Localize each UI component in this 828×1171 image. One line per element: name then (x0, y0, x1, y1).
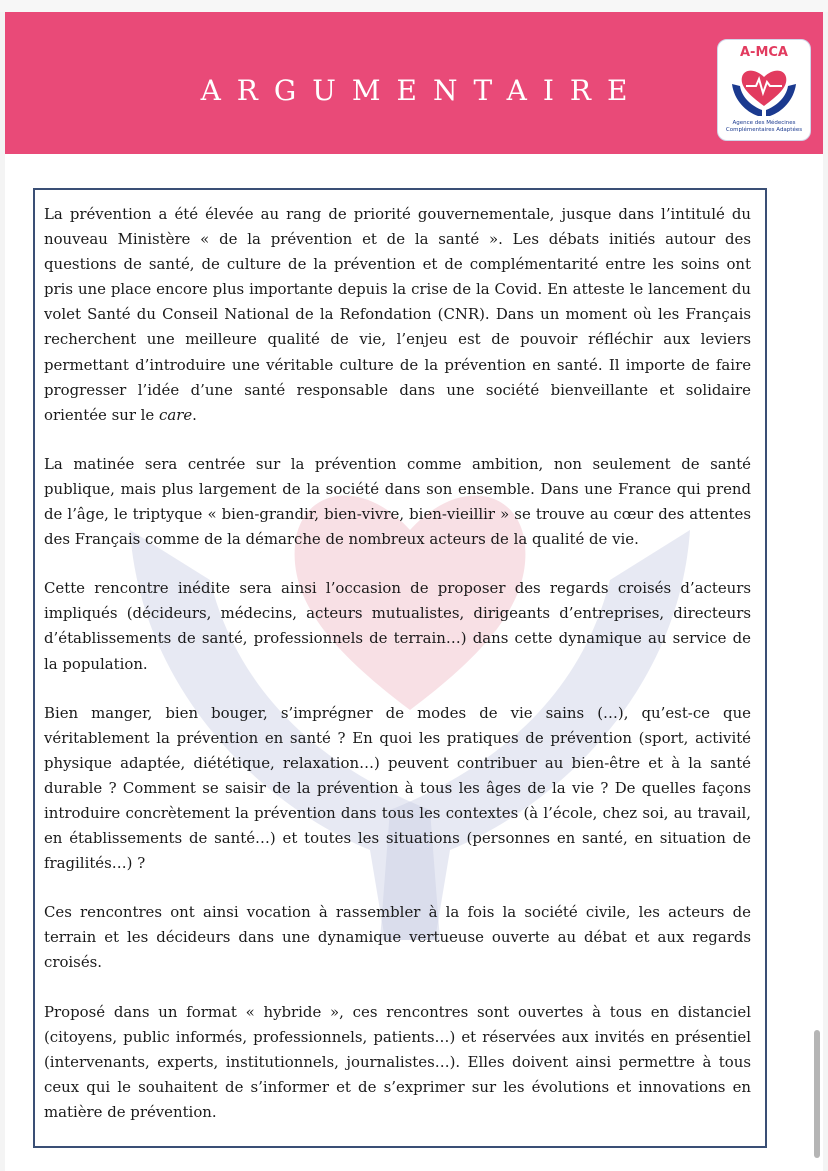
paragraph-1-end: . (192, 405, 197, 424)
logo-caption: Agence des Médecines Complémentaires Adaptées (725, 120, 803, 133)
heart-hands-icon (728, 62, 800, 120)
argument-text (44, 202, 751, 1149)
page-title: ARGUMENTAIRE (200, 74, 644, 107)
paragraph-5: Ces rencontres ont ainsi vocation à rassembler à la fois la société civile, les acteurs de terrain et les décideurs dans une dynamique vertueuse ouverte au débat et aux regards croisés. (44, 903, 751, 972)
paragraph-1-emphasis: care (158, 405, 193, 424)
paragraph-3: Cette rencontre inédite sera ainsi l’occasion de proposer des regards croisés d’acteurs impliqués (décideurs, médecins, acteurs mutualistes, dirigeants d’entreprises, directeurs d’établissements de santé, professionnels de terrain…) dans cette dynamique au service de la population. (44, 579, 751, 673)
paragraph-1 (44, 202, 751, 428)
top-strip (0, 0, 828, 12)
scrollbar-thumb[interactable] (814, 1030, 820, 1158)
amca-logo (717, 39, 811, 141)
paragraph-4: Bien manger, bien bouger, s’imprégner de modes de vie sains (…), qu’est-ce que véritablement la prévention en santé ? En quoi les pratiques de prévention (sport, activité physique adaptée, diététique, relaxation…) peuvent contribuer au bien-être et à la santé durable ? Comment se saisir de la prévention à tous les âges de la vie ? De quelles façons introduire concrètement la prévention dans tous les contextes (à l’école, chez soi, au travail, en établissements de santé…) et toutes les situations (personnes en santé, en situation de fragilités…) ? (44, 703, 751, 873)
logo-name: A-MCA (740, 45, 788, 60)
paragraph-2: La matinée sera centrée sur la prévention comme ambition, non seulement de santé publique, mais plus largement de la société dans son ensemble. Dans une France qui prend de l’âge, le triptyque « bien-grandir, bien-vivre, bien-vieillir » se trouve au cœur des attentes des Français comme de la démarche de nombreux acteurs de la qualité de vie. (44, 454, 751, 549)
paragraph-1-text: La prévention a été élevée au rang de priorité gouvernementale, jusque dans l’intitulé du nouveau Ministère « de la prévention et de la santé ». Les débats initiés autour des questions de santé, de culture de la prévention et de complémentarité entre les soins ont pris une place encore plus importante depuis la crise de la Covid. En atteste le lancement du volet Santé du Conseil National de la Refondation (CNR). Dans un moment où les Français recherchent une meilleure qualité de vie, l’enjeu est de pouvoir réfléchir aux leviers permettant d’introduire une véritable culture de la prévention en santé. Il importe de faire progresser l’idée d’une santé responsable dans une société bienveillante et solidaire orientée sur le (44, 205, 751, 424)
header-banner (5, 12, 823, 154)
paragraph-6: Proposé dans un format « hybride », ces rencontres sont ouvertes à tous en distanciel (citoyens, public informés, professionnels, patients…) et réservées aux invités en présentiel (intervenants, experts, institutionnels, journalistes…). Elles doivent ainsi permettre à tous ceux qui le souhaitent de s’informer et de s’exprimer sur les évolutions et innovations en matière de prévention. (44, 1002, 751, 1121)
